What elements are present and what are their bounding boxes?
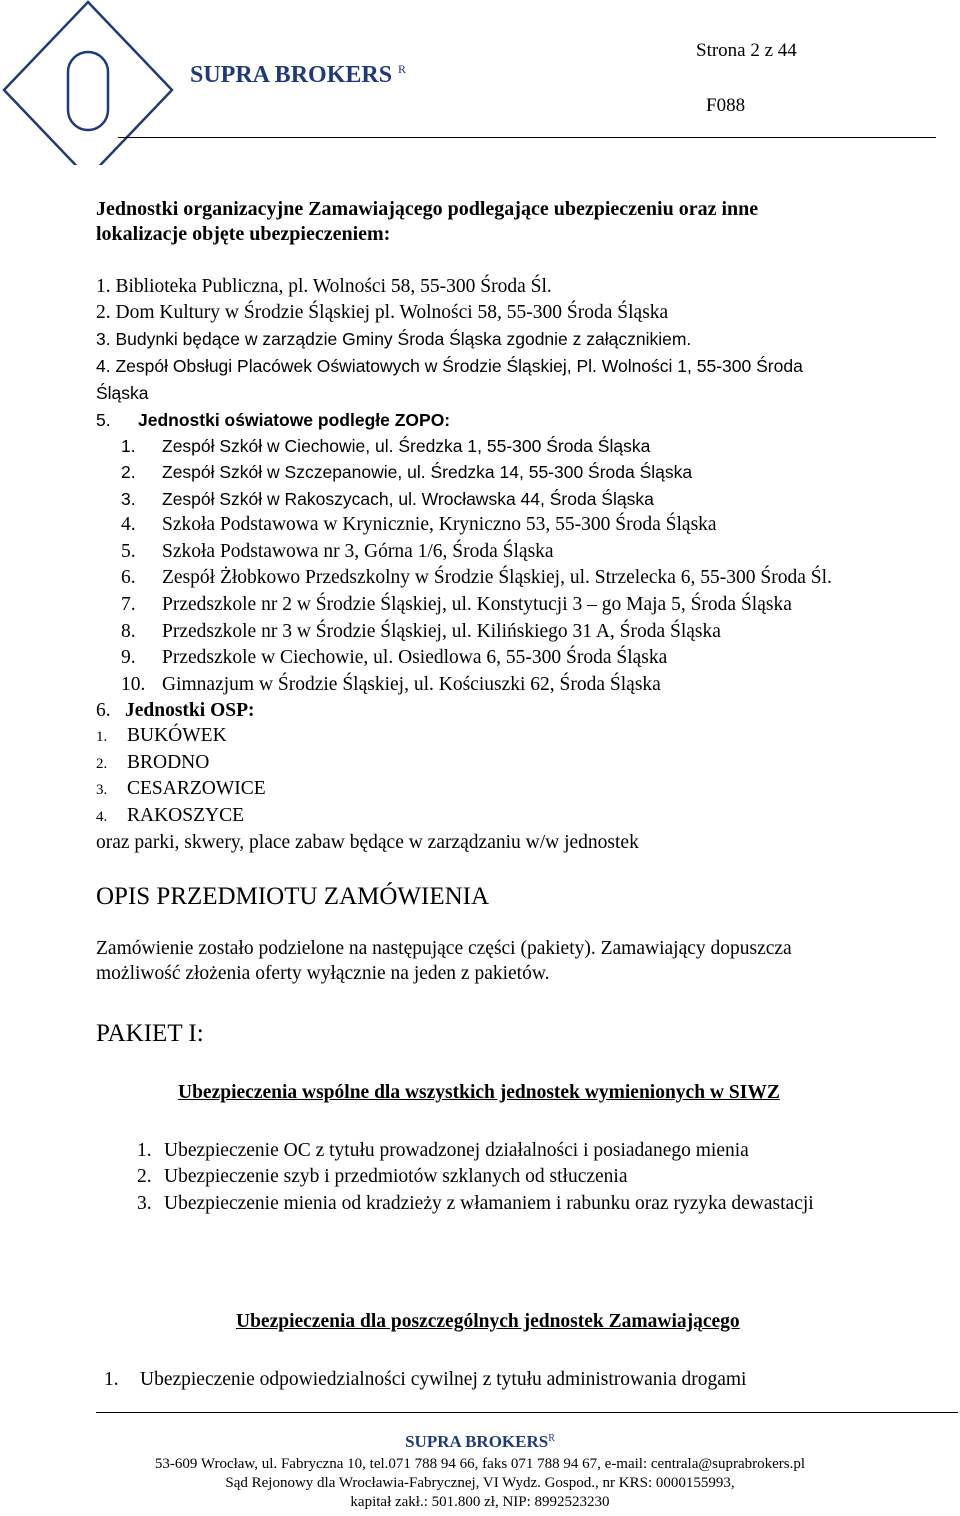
zopo-item: Zespół Szkół w Rakoszycach, ul. Wrocławska 44, Środa Śląska — [162, 489, 654, 509]
osp-item-number: 3. — [96, 782, 108, 798]
zopo-item-number: 7. — [121, 594, 136, 615]
zopo-item-number: 8. — [121, 621, 136, 642]
unit-item: 1. Biblioteka Publiczna, pl. Wolności 58, 55-300 Środa Śl. — [96, 276, 552, 297]
parks-note: oraz parki, skwery, place zabaw będące w zarządzaniu w/w jednostek — [96, 832, 639, 853]
footer-capital: kapitał zakł.: 501.800 zł, NIP: 8992523230 — [350, 1494, 610, 1510]
opis-heading: OPIS PRZEDMIOTU ZAMÓWIENIA — [96, 883, 490, 910]
specific-insurance-heading: Ubezpieczenia dla poszczególnych jednostek Zamawiającego — [236, 1311, 740, 1332]
zopo-heading: Jednostki oświatowe podległe ZOPO: — [138, 410, 451, 430]
document-code: F088 — [706, 95, 746, 116]
zopo-item-number: 9. — [121, 647, 136, 668]
common-insurance-heading: Ubezpieczenia wspólne dla wszystkich jednostek wymienionych w SIWZ — [178, 1082, 780, 1103]
common-item: Ubezpieczenie OC z tytułu prowadzonej działalności i posiadanego mienia — [164, 1140, 749, 1161]
unit-item: 4. Zespół Obsługi Placówek Oświatowych w Środzie Śląskiej, Pl. Wolności 1, 55-300 Środa — [96, 356, 803, 376]
zopo-item-number: 5. — [121, 541, 136, 562]
osp-number: 6. — [96, 700, 111, 721]
osp-item-number: 2. — [96, 756, 108, 772]
osp-item-number: 4. — [96, 809, 108, 825]
zopo-item: Zespół Szkół w Ciechowie, ul. Średzka 1, 55-300 Środa Śląska — [162, 436, 651, 456]
opis-text-line2: możliwość złożenia oferty wyłącznie na jeden z pakietów. — [96, 963, 550, 984]
osp-heading: Jednostki OSP: — [125, 700, 255, 721]
common-item-number: 3. — [137, 1193, 152, 1214]
zopo-item: Zespół Szkół w Szczepanowie, ul. Średzka 14, 55-300 Środa Śląska — [162, 462, 693, 482]
footer-rule — [96, 1412, 958, 1413]
opis-text-line1: Zamówienie zostało podzielone na następujące części (pakiety). Zamawiający dopuszcza — [96, 938, 792, 959]
osp-item: CESARZOWICE — [127, 778, 266, 799]
zopo-item: Przedszkole nr 2 w Środzie Śląskiej, ul. Konstytucji 3 – go Maja 5, Środa Śląska — [162, 594, 792, 615]
osp-item-number: 1. — [96, 729, 108, 745]
common-item-number: 2. — [137, 1166, 152, 1187]
zopo-item-number: 3. — [121, 489, 136, 509]
footer-registry: Sąd Rejonowy dla Wrocławia-Fabrycznej, VI Wydz. Gospod., nr KRS: 0000155993, — [225, 1475, 735, 1491]
osp-item: RAKOSZYCE — [127, 805, 245, 826]
specific-item: Ubezpieczenie odpowiedzialności cywilnej z tytułu administrowania drogami — [140, 1369, 747, 1390]
zopo-item-number: 10. — [121, 674, 146, 695]
unit-item: 2. Dom Kultury w Środzie Śląskiej pl. Wolności 58, 55-300 Środa Śląska — [96, 302, 669, 323]
zopo-item-number: 4. — [121, 514, 136, 535]
unit-item-continued: Śląska — [96, 383, 149, 403]
common-item: Ubezpieczenie mienia od kradzieży z włamaniem i rabunku oraz ryzyka dewastacji — [164, 1193, 814, 1214]
common-item: Ubezpieczenie szyb i przedmiotów szklanych od stłuczenia — [164, 1166, 628, 1187]
pakiet-heading: PAKIET I: — [96, 1020, 204, 1047]
osp-item: BUKÓWEK — [127, 725, 227, 746]
unit-item: 3. Budynki będące w zarządzie Gminy Środa Śląska zgodnie z załącznikiem. — [96, 329, 692, 349]
page-number: Strona 2 z 44 — [696, 40, 797, 61]
zopo-item: Szkoła Podstawowa w Krynicznie, Kryniczno 53, 55-300 Środa Śląska — [162, 514, 717, 535]
header-brand: SUPRA BROKERS $^R$ — [190, 62, 407, 88]
zopo-item-number: 2. — [121, 462, 136, 482]
zopo-item-number: 1. — [121, 436, 136, 456]
osp-item: BRODNO — [127, 752, 210, 773]
zopo-item: Zespół Żłobkowo Przedszkolny w Środzie Śląskiej, ul. Strzelecka 6, 55-300 Środa Śl. — [162, 567, 832, 588]
common-item-number: 1. — [137, 1140, 152, 1161]
footer-address: 53-609 Wrocław, ul. Fabryczna 10, tel.071 788 94 66, faks 071 788 94 67, e-mail: centrala@suprabrokers.pl — [154, 1456, 806, 1472]
zopo-item-number: 6. — [121, 567, 136, 588]
zopo-item: Szkoła Podstawowa nr 3, Górna 1/6, Środa Śląska — [162, 541, 554, 562]
company-logo — [0, 0, 175, 165]
intro-heading-line2: lokalizacje objęte ubezpieczeniem: — [96, 223, 391, 245]
footer-brand: SUPRA BROKERS$^R$ — [405, 1432, 555, 1451]
zopo-item: Przedszkole w Ciechowie, ul. Osiedlowa 6, 55-300 Środa Śląska — [162, 647, 668, 668]
zopo-item: Gimnazjum w Środzie Śląskiej, ul. Kościuszki 62, Środa Śląska — [162, 674, 661, 695]
zopo-number: 5. — [96, 410, 111, 430]
zopo-item: Przedszkole nr 3 w Środzie Śląskiej, ul. Kilińskiego 31 A, Środa Śląska — [162, 621, 721, 642]
specific-item-number: 1. — [104, 1369, 119, 1390]
intro-heading-line1: Jednostki organizacyjne Zamawiającego podlegające ubezpieczeniu oraz inne — [96, 198, 759, 220]
header-rule — [118, 137, 936, 138]
